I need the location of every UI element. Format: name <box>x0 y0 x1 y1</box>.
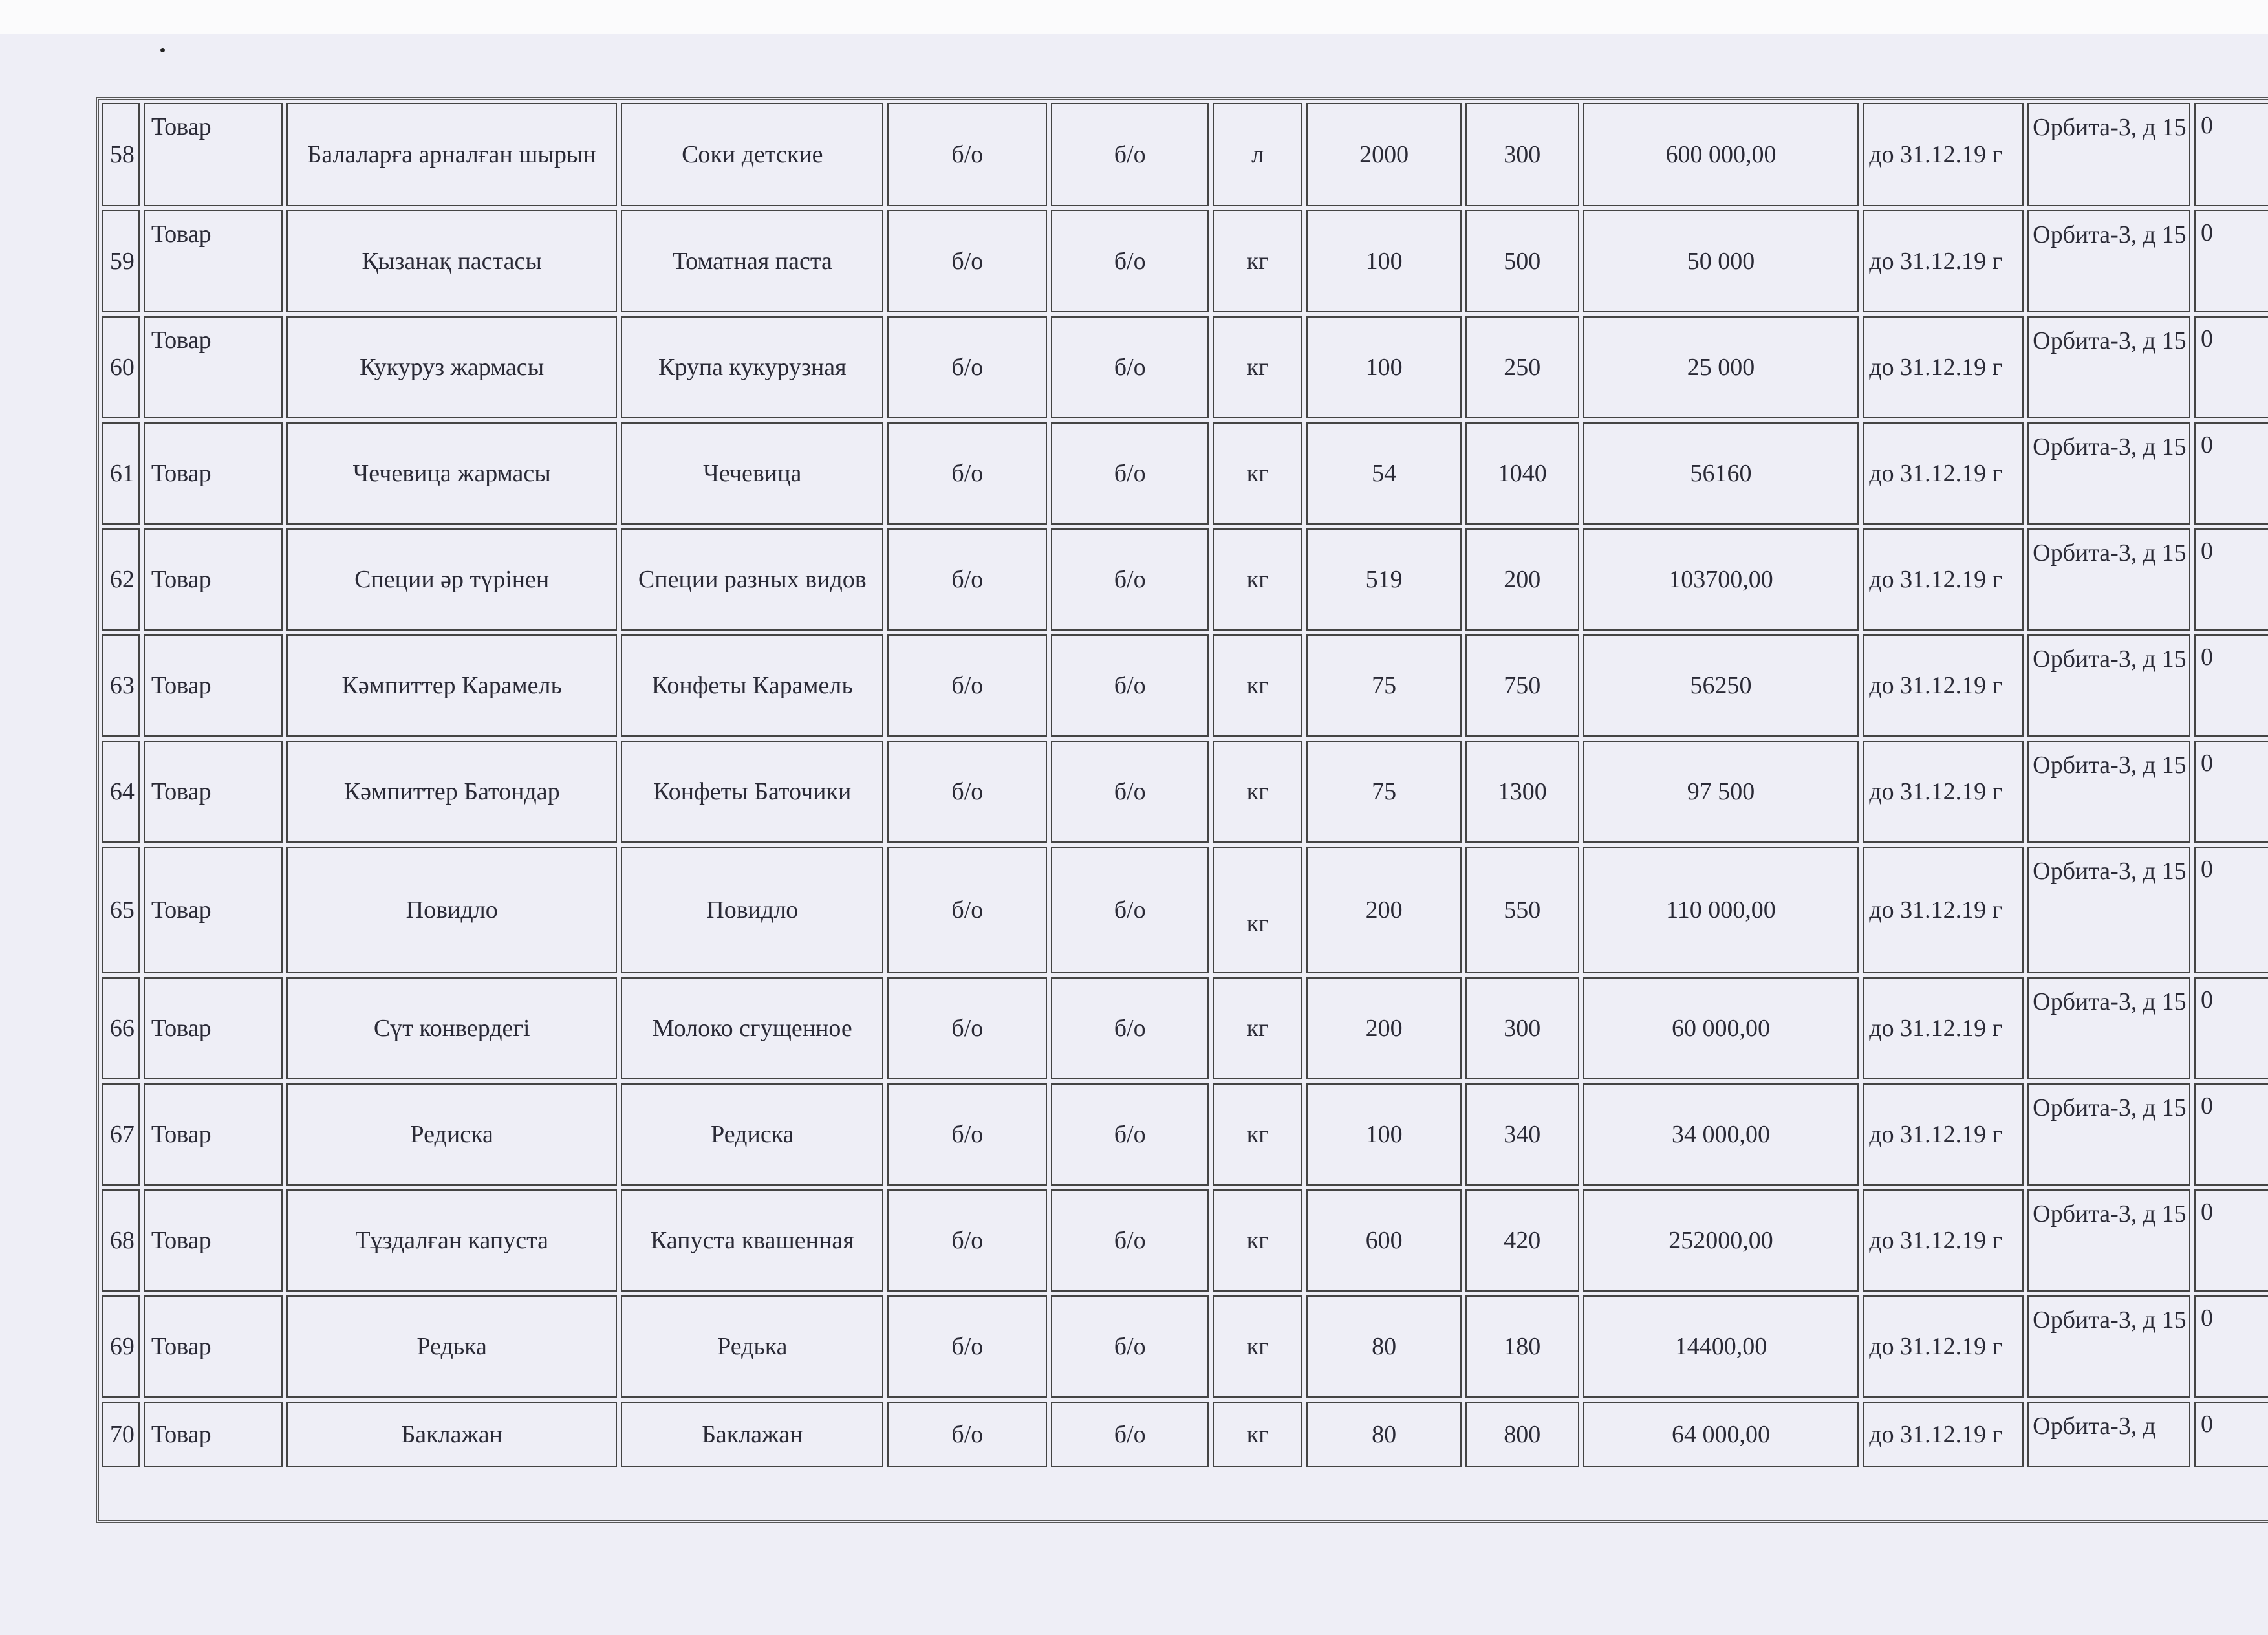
delivery-address: Орбита-3, д 15 <box>2027 1189 2190 1292</box>
table-row <box>102 210 2268 312</box>
delivery-address: Орбита-3, д 15 <box>2027 210 2190 312</box>
advance-payment: 0 <box>2194 1083 2268 1186</box>
quantity: 54 <box>1306 422 1462 525</box>
item-type: Товар <box>144 210 283 312</box>
total-amount: 60 000,00 <box>1583 977 1859 1079</box>
row-number: 59 <box>102 210 140 312</box>
advance-payment: 0 <box>2194 1189 2268 1292</box>
unit-price: 200 <box>1465 528 1579 631</box>
unit-of-measure: л <box>1213 103 1302 206</box>
table-row <box>102 1189 2268 1292</box>
delivery-deadline: до 31.12.19 г <box>1863 1402 2024 1467</box>
item-name-kazakh: Сүт конвердегі <box>286 977 617 1079</box>
unit-of-measure: кг <box>1213 1083 1302 1186</box>
unit-of-measure: кг <box>1213 741 1302 843</box>
quantity: 200 <box>1306 977 1462 1079</box>
table-row <box>102 977 2268 1079</box>
advance-payment: 0 <box>2194 741 2268 843</box>
total-amount: 600 000,00 <box>1583 103 1859 206</box>
item-name-russian: Повидло <box>621 847 883 973</box>
characteristics: б/о <box>887 977 1047 1079</box>
additional-characteristics: б/о <box>1051 634 1209 737</box>
table-row <box>102 1083 2268 1186</box>
procurement-table-frame <box>96 97 2268 1523</box>
quantity: 75 <box>1306 634 1462 737</box>
delivery-deadline: до 31.12.19 г <box>1863 1189 2024 1292</box>
item-name-russian: Конфеты Баточики <box>621 741 883 843</box>
item-name-kazakh: Кәмпиттер Батондар <box>286 741 617 843</box>
delivery-address: Орбита-3, д 15 <box>2027 977 2190 1079</box>
item-name-kazakh: Редиска <box>286 1083 617 1186</box>
total-amount: 56160 <box>1583 422 1859 525</box>
table-row <box>102 103 2268 206</box>
total-amount: 97 500 <box>1583 741 1859 843</box>
delivery-address: Орбита-3, д 15 <box>2027 1295 2190 1398</box>
advance-payment: 0 <box>2194 634 2268 737</box>
characteristics: б/о <box>887 422 1047 525</box>
unit-price: 340 <box>1465 1083 1579 1186</box>
delivery-address: Орбита-3, д 15 <box>2027 316 2190 418</box>
item-type: Товар <box>144 103 283 206</box>
unit-of-measure: кг <box>1213 847 1302 973</box>
additional-characteristics: б/о <box>1051 741 1209 843</box>
row-number: 64 <box>102 741 140 843</box>
characteristics: б/о <box>887 1083 1047 1186</box>
characteristics: б/о <box>887 1295 1047 1398</box>
item-type: Товар <box>144 977 283 1079</box>
item-type: Товар <box>144 528 283 631</box>
row-number: 70 <box>102 1402 140 1467</box>
total-amount: 14400,00 <box>1583 1295 1859 1398</box>
table-row <box>102 741 2268 843</box>
additional-characteristics: б/о <box>1051 977 1209 1079</box>
delivery-address: Орбита-3, д 15 <box>2027 847 2190 973</box>
additional-characteristics: б/о <box>1051 1402 1209 1467</box>
row-number: 60 <box>102 316 140 418</box>
characteristics: б/о <box>887 316 1047 418</box>
item-type: Товар <box>144 1295 283 1398</box>
unit-of-measure: кг <box>1213 1189 1302 1292</box>
advance-payment: 0 <box>2194 1295 2268 1398</box>
quantity: 100 <box>1306 210 1462 312</box>
table-row <box>102 1402 2268 1467</box>
characteristics: б/о <box>887 741 1047 843</box>
delivery-deadline: до 31.12.19 г <box>1863 528 2024 631</box>
row-number: 66 <box>102 977 140 1079</box>
page-top-margin <box>0 0 2268 34</box>
row-number: 63 <box>102 634 140 737</box>
table-row <box>102 528 2268 631</box>
item-name-kazakh: Баклажан <box>286 1402 617 1467</box>
item-name-russian: Молоко сгущенное <box>621 977 883 1079</box>
advance-payment: 0 <box>2194 422 2268 525</box>
delivery-deadline: до 31.12.19 г <box>1863 316 2024 418</box>
total-amount: 64 000,00 <box>1583 1402 1859 1467</box>
quantity: 80 <box>1306 1295 1462 1398</box>
item-type: Товар <box>144 422 283 525</box>
delivery-deadline: до 31.12.19 г <box>1863 422 2024 525</box>
item-type: Товар <box>144 634 283 737</box>
advance-payment: 0 <box>2194 316 2268 418</box>
quantity: 519 <box>1306 528 1462 631</box>
delivery-address: Орбита-3, д <box>2027 1402 2190 1467</box>
quantity: 80 <box>1306 1402 1462 1467</box>
item-name-russian: Томатная паста <box>621 210 883 312</box>
item-name-kazakh: Редька <box>286 1295 617 1398</box>
item-name-kazakh: Чечевица жармасы <box>286 422 617 525</box>
unit-of-measure: кг <box>1213 528 1302 631</box>
unit-of-measure: кг <box>1213 1295 1302 1398</box>
item-name-kazakh: Кәмпиттер Карамель <box>286 634 617 737</box>
total-amount: 34 000,00 <box>1583 1083 1859 1186</box>
delivery-deadline: до 31.12.19 г <box>1863 741 2024 843</box>
unit-of-measure: кг <box>1213 977 1302 1079</box>
additional-characteristics: б/о <box>1051 1083 1209 1186</box>
unit-of-measure: кг <box>1213 422 1302 525</box>
additional-characteristics: б/о <box>1051 103 1209 206</box>
unit-price: 300 <box>1465 103 1579 206</box>
delivery-address: Орбита-3, д 15 <box>2027 528 2190 631</box>
delivery-deadline: до 31.12.19 г <box>1863 1083 2024 1186</box>
characteristics: б/о <box>887 1402 1047 1467</box>
advance-payment: 0 <box>2194 210 2268 312</box>
total-amount: 103700,00 <box>1583 528 1859 631</box>
unit-price: 250 <box>1465 316 1579 418</box>
row-number: 69 <box>102 1295 140 1398</box>
unit-price: 500 <box>1465 210 1579 312</box>
item-name-russian: Редиска <box>621 1083 883 1186</box>
unit-of-measure: кг <box>1213 1402 1302 1467</box>
advance-payment: 0 <box>2194 847 2268 973</box>
delivery-address: Орбита-3, д 15 <box>2027 103 2190 206</box>
item-name-kazakh: Повидло <box>286 847 617 973</box>
quantity: 200 <box>1306 847 1462 973</box>
item-name-russian: Капуста квашенная <box>621 1189 883 1292</box>
characteristics: б/о <box>887 103 1047 206</box>
quantity: 100 <box>1306 1083 1462 1186</box>
unit-price: 1300 <box>1465 741 1579 843</box>
characteristics: б/о <box>887 528 1047 631</box>
row-number: 62 <box>102 528 140 631</box>
additional-characteristics: б/о <box>1051 422 1209 525</box>
unit-price: 750 <box>1465 634 1579 737</box>
unit-of-measure: кг <box>1213 634 1302 737</box>
delivery-deadline: до 31.12.19 г <box>1863 210 2024 312</box>
item-name-kazakh: Қызанақ пастасы <box>286 210 617 312</box>
advance-payment: 0 <box>2194 103 2268 206</box>
additional-characteristics: б/о <box>1051 1295 1209 1398</box>
total-amount: 110 000,00 <box>1583 847 1859 973</box>
delivery-address: Орбита-3, д 15 <box>2027 634 2190 737</box>
item-name-russian: Крупа кукурузная <box>621 316 883 418</box>
table-row <box>102 1295 2268 1398</box>
additional-characteristics: б/о <box>1051 1189 1209 1292</box>
delivery-deadline: до 31.12.19 г <box>1863 847 2024 973</box>
row-number: 65 <box>102 847 140 973</box>
item-name-russian: Конфеты Карамель <box>621 634 883 737</box>
table-row <box>102 634 2268 737</box>
unit-of-measure: кг <box>1213 316 1302 418</box>
characteristics: б/о <box>887 634 1047 737</box>
delivery-deadline: до 31.12.19 г <box>1863 634 2024 737</box>
item-type: Товар <box>144 1189 283 1292</box>
total-amount: 56250 <box>1583 634 1859 737</box>
advance-payment: 0 <box>2194 1402 2268 1467</box>
quantity: 600 <box>1306 1189 1462 1292</box>
advance-payment: 0 <box>2194 528 2268 631</box>
row-number: 67 <box>102 1083 140 1186</box>
unit-price: 420 <box>1465 1189 1579 1292</box>
characteristics: б/о <box>887 210 1047 312</box>
item-type: Товар <box>144 741 283 843</box>
item-name-kazakh: Балаларға арналған шырын <box>286 103 617 206</box>
additional-characteristics: б/о <box>1051 528 1209 631</box>
delivery-address: Орбита-3, д 15 <box>2027 741 2190 843</box>
row-number: 58 <box>102 103 140 206</box>
unit-price: 800 <box>1465 1402 1579 1467</box>
additional-characteristics: б/о <box>1051 847 1209 973</box>
item-type: Товар <box>144 1083 283 1186</box>
table-row <box>102 847 2268 973</box>
item-name-kazakh: Тұздалған капуста <box>286 1189 617 1292</box>
quantity: 100 <box>1306 316 1462 418</box>
item-name-russian: Чечевица <box>621 422 883 525</box>
item-name-kazakh: Кукуруз жармасы <box>286 316 617 418</box>
total-amount: 252000,00 <box>1583 1189 1859 1292</box>
unit-price: 1040 <box>1465 422 1579 525</box>
additional-characteristics: б/о <box>1051 316 1209 418</box>
unit-price: 300 <box>1465 977 1579 1079</box>
advance-payment: 0 <box>2194 977 2268 1079</box>
row-number: 61 <box>102 422 140 525</box>
unit-of-measure: кг <box>1213 210 1302 312</box>
procurement-table <box>98 99 2268 1471</box>
delivery-deadline: до 31.12.19 г <box>1863 977 2024 1079</box>
unit-price: 550 <box>1465 847 1579 973</box>
total-amount: 50 000 <box>1583 210 1859 312</box>
item-name-russian: Баклажан <box>621 1402 883 1467</box>
item-name-russian: Редька <box>621 1295 883 1398</box>
row-number: 68 <box>102 1189 140 1292</box>
item-type: Товар <box>144 847 283 973</box>
delivery-address: Орбита-3, д 15 <box>2027 1083 2190 1186</box>
table-row <box>102 316 2268 418</box>
scan-speck <box>160 48 165 52</box>
quantity: 2000 <box>1306 103 1462 206</box>
delivery-deadline: до 31.12.19 г <box>1863 1295 2024 1398</box>
characteristics: б/о <box>887 1189 1047 1292</box>
quantity: 75 <box>1306 741 1462 843</box>
item-type: Товар <box>144 1402 283 1467</box>
additional-characteristics: б/о <box>1051 210 1209 312</box>
delivery-deadline: до 31.12.19 г <box>1863 103 2024 206</box>
item-type: Товар <box>144 316 283 418</box>
item-name-kazakh: Специи әр түрінен <box>286 528 617 631</box>
item-name-russian: Соки детские <box>621 103 883 206</box>
total-amount: 25 000 <box>1583 316 1859 418</box>
item-name-russian: Специи разных видов <box>621 528 883 631</box>
unit-price: 180 <box>1465 1295 1579 1398</box>
characteristics: б/о <box>887 847 1047 973</box>
table-row <box>102 422 2268 525</box>
delivery-address: Орбита-3, д 15 <box>2027 422 2190 525</box>
